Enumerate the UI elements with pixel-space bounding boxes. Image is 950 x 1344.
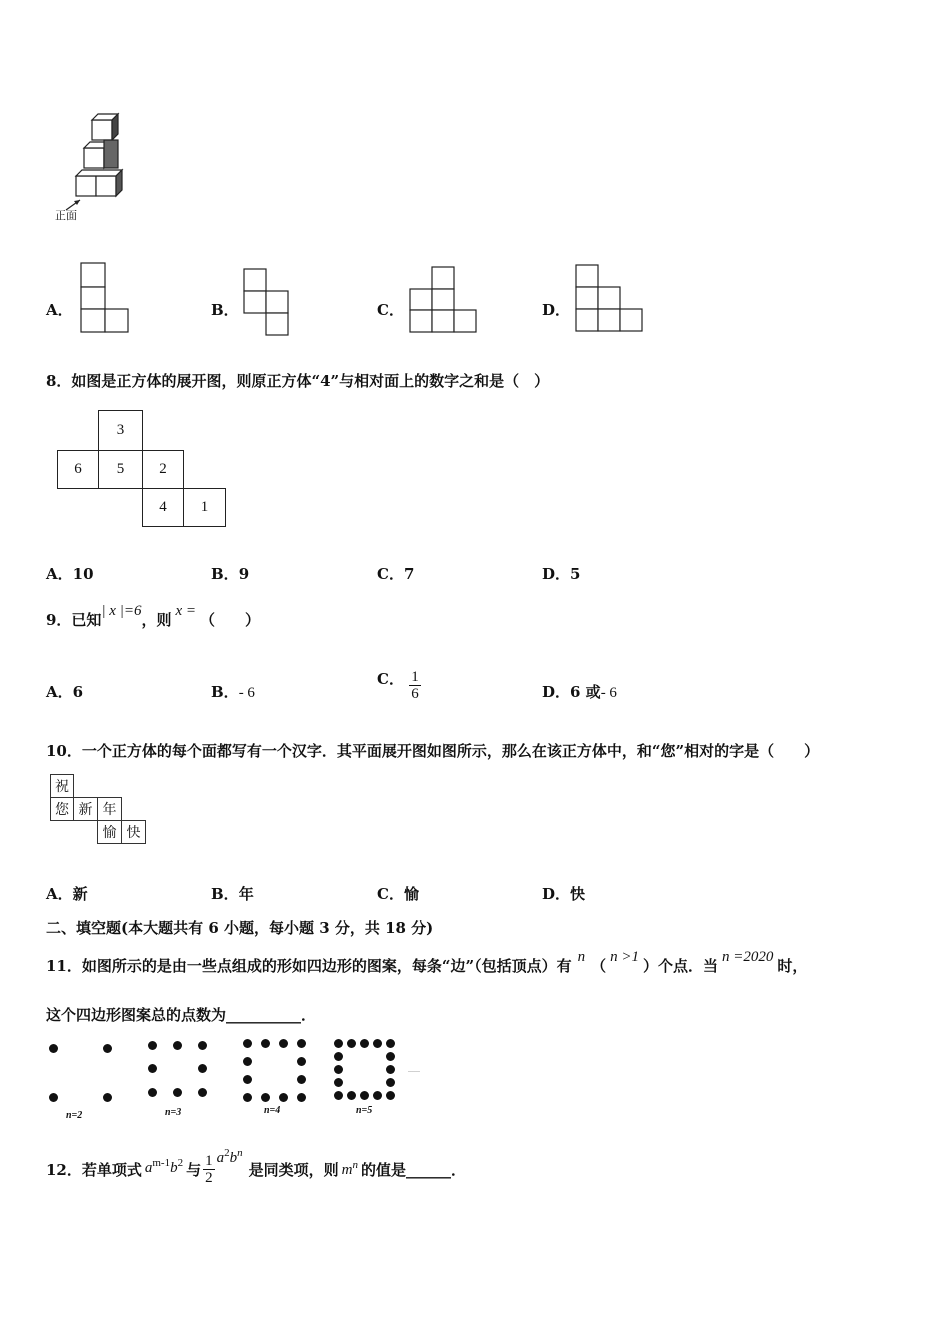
q10-option-a: A．新	[46, 885, 88, 903]
net-cell: 4	[142, 488, 184, 527]
q10-question: 10．一个正方体的每个面都写有一个汉字．其平面展开图如图所示，那么在该正方体中，和“您”相对的字是（ ）	[46, 742, 820, 760]
q7-view-a	[80, 262, 132, 334]
q10-option-b: B．年	[211, 885, 254, 903]
dot	[198, 1088, 207, 1097]
dot	[243, 1057, 252, 1066]
dot	[360, 1091, 369, 1100]
q8-option-b: B．9	[211, 565, 250, 583]
dot	[243, 1093, 252, 1102]
dot	[198, 1041, 207, 1050]
net-cell: 5	[98, 450, 143, 489]
q10-option-d: D．快	[542, 885, 586, 903]
dot	[386, 1065, 395, 1074]
q8-option-c: C．7	[377, 565, 415, 583]
q7-view-b	[243, 268, 291, 338]
q7-option-c: C．	[377, 301, 404, 319]
dot	[173, 1041, 182, 1050]
dot	[243, 1075, 252, 1084]
q12-expression: $m^n$	[341, 1159, 358, 1178]
net-cell: 2	[142, 450, 184, 489]
dot	[49, 1044, 58, 1053]
dot	[173, 1088, 182, 1097]
q7-option-d: D．	[542, 301, 571, 319]
dot	[148, 1041, 157, 1050]
q9-option-a: A．6	[46, 683, 84, 701]
dot	[386, 1052, 395, 1061]
dot	[148, 1064, 157, 1073]
dot	[347, 1091, 356, 1100]
dot	[334, 1065, 343, 1074]
dot	[373, 1039, 382, 1048]
dot	[373, 1091, 382, 1100]
dot	[148, 1088, 157, 1097]
net-char-cell: 新	[73, 797, 98, 821]
pattern-label: n=3	[165, 1107, 182, 1118]
q7-option-a: A．	[46, 301, 73, 319]
dot	[297, 1075, 306, 1084]
front-label: 正面	[55, 209, 77, 222]
dot	[261, 1093, 270, 1102]
q11-question-line2: 这个四边形图案总的点数为__________．	[46, 1006, 317, 1024]
dot	[243, 1039, 252, 1048]
dot	[103, 1044, 112, 1053]
dot	[49, 1093, 58, 1102]
net-char-cell: 年	[97, 797, 122, 821]
q9-condition: | x |=6	[101, 603, 142, 619]
dot	[386, 1039, 395, 1048]
dot	[334, 1091, 343, 1100]
q7-view-d	[575, 264, 645, 334]
q9-option-c: C． $\frac{1}{6}$	[377, 669, 419, 702]
dot	[334, 1052, 343, 1061]
q9-option-b: B．- 6	[211, 683, 255, 701]
dot	[103, 1093, 112, 1102]
section-title: 二、填空题(本大题共有 6 小题，每小题 3 分，共 18 分)	[46, 919, 434, 937]
dot	[279, 1093, 288, 1102]
q7-view-c	[409, 266, 479, 334]
q12-monomial-1: $a^{m-1}b^2$	[144, 1157, 184, 1176]
dot	[386, 1078, 395, 1087]
q9-option-d: D．6 或- 6	[542, 683, 617, 701]
q8-option-a: A．10	[46, 565, 94, 583]
net-cell: 3	[98, 410, 143, 451]
dot	[297, 1039, 306, 1048]
net-char-cell: 您	[50, 797, 74, 821]
dot	[386, 1091, 395, 1100]
q12-monomial-2: $a^2b^n$	[216, 1147, 243, 1166]
q12-fraction: $\frac{1}{2}$	[205, 1152, 213, 1186]
net-cell: 1	[183, 488, 226, 527]
q9-variable: x =	[175, 603, 197, 619]
net-char-cell: 愉	[97, 820, 122, 844]
q10-option-c: C．愉	[377, 885, 419, 903]
pattern-label: n=5	[356, 1105, 373, 1116]
dot	[360, 1039, 369, 1048]
q12-question: 12．若单项式 $a^{m-1}b^2$ 与 $\frac{1}{2}$ $a^2b^n$ 是同类项，则 $m^n$ 的值是______．	[46, 1147, 466, 1186]
q8-option-d: D．5	[542, 565, 581, 583]
q8-question: 8．如图是正方体的展开图，则原正方体“4”与相对面上的数字之和是（ ）	[46, 372, 550, 390]
pattern-label: n=4	[264, 1105, 281, 1116]
q9-question: 9．已知| x |=6，则 x = （ ）	[46, 603, 261, 629]
pattern-ellipsis: ……	[408, 1067, 420, 1074]
dot	[297, 1057, 306, 1066]
dot	[297, 1093, 306, 1102]
net-cell: 6	[57, 450, 99, 489]
q11-question-line1: 11．如图所示的是由一些点组成的形如四边形的图案，每条“边”（包括顶点）有 n （ n >1 ）个点．当 n =2020 时，	[46, 949, 808, 975]
net-char-cell: 祝	[50, 774, 74, 798]
dot	[261, 1039, 270, 1048]
dot	[279, 1039, 288, 1048]
net-char-cell: 快	[121, 820, 146, 844]
dot	[347, 1039, 356, 1048]
pattern-label: n=2	[66, 1110, 83, 1121]
dot	[334, 1078, 343, 1087]
dot	[198, 1064, 207, 1073]
dot	[334, 1039, 343, 1048]
q7-option-b: B．	[211, 301, 239, 319]
